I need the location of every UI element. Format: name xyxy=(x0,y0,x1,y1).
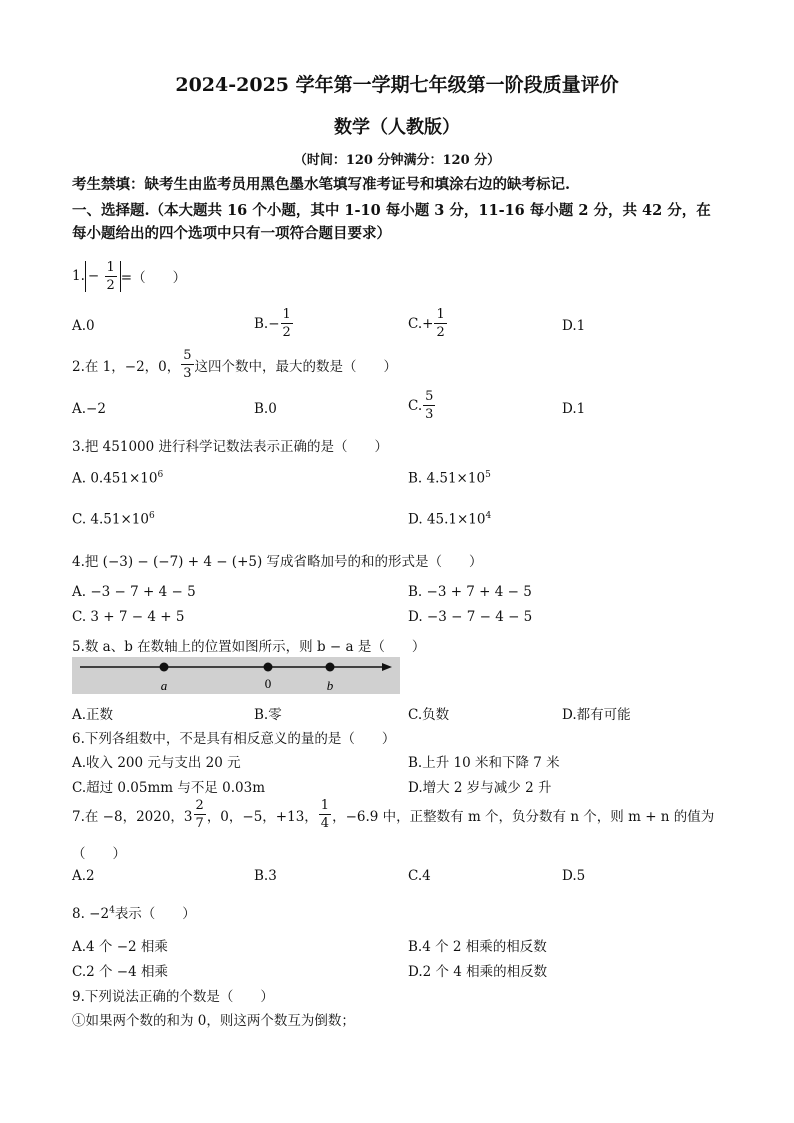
q7-option-b[interactable]: B.3 xyxy=(254,868,277,884)
section1-heading-cont: 每小题给出的四个选项中只有一项符合题目要求） xyxy=(72,225,391,242)
q4-option-d[interactable]: D. −3 − 7 − 4 − 5 xyxy=(408,609,533,625)
number-line-figure xyxy=(72,657,400,694)
stem-text: ，0，−5，+13， xyxy=(206,808,318,825)
q4-option-c[interactable]: C. 3 + 7 − 4 + 5 xyxy=(72,609,185,625)
denominator: 2 xyxy=(282,325,291,340)
denominator: 2 xyxy=(436,325,445,340)
q2-option-a[interactable]: A.−2 xyxy=(72,401,106,417)
minus-sign: − xyxy=(87,267,100,284)
q1-option-a[interactable]: A.0 xyxy=(72,318,95,334)
point-origin xyxy=(264,663,273,672)
q1-option-c[interactable] xyxy=(408,308,448,339)
q6-option-c[interactable]: C.超过 0.05mm 与不足 0.03m xyxy=(72,780,266,796)
stem-text: 8. −2 xyxy=(72,906,110,922)
q7-option-c[interactable]: C.4 xyxy=(408,868,431,884)
denominator: 3 xyxy=(183,366,192,381)
q5-option-c[interactable]: C.负数 xyxy=(408,707,450,723)
question-9-stem: 9.下列说法正确的个数是（ ） xyxy=(72,989,274,1005)
numerator: 1 xyxy=(106,259,115,275)
question-6-stem: 6.下列各组数中，不是具有相反意义的量的是（ ） xyxy=(72,731,396,747)
stem-text: 表示（ ） xyxy=(114,906,196,922)
numerator: 5 xyxy=(183,348,192,363)
stem-text: 7.在 −8，2020，3 xyxy=(72,808,193,825)
q5-option-d[interactable]: D.都有可能 xyxy=(562,707,631,723)
denominator: 4 xyxy=(320,816,330,831)
q3-option-c[interactable] xyxy=(72,511,155,528)
number-line xyxy=(72,657,400,694)
stem-text: 这四个数中，最大的数是（ ） xyxy=(194,358,398,375)
point-a xyxy=(160,663,169,672)
question-8-stem xyxy=(72,902,196,922)
q6-option-b[interactable]: B.上升 10 米和下降 7 米 xyxy=(408,755,560,771)
option-prefix: B.− xyxy=(254,315,280,332)
numerator: 1 xyxy=(320,798,330,813)
fraction xyxy=(434,308,446,339)
exam-subtitle: 数学（人教版） xyxy=(334,117,460,138)
question-3-stem: 3.把 451000 进行科学记数法表示正确的是（ ） xyxy=(72,439,388,455)
absolute-value xyxy=(85,261,121,292)
exam-title: 2024-2025 学年第一学期七年级第一阶段质量评价 xyxy=(175,74,619,96)
q8-option-a[interactable]: A.4 个 −2 相乘 xyxy=(72,939,168,955)
denominator: 2 xyxy=(106,277,115,293)
question-7-paren: （ ） xyxy=(72,846,126,862)
q1-option-d[interactable]: D.1 xyxy=(562,318,586,334)
option-text: C. 4.51×10 xyxy=(72,511,149,528)
option-prefix: C.+ xyxy=(408,315,434,332)
option-text: D. 45.1×10 xyxy=(408,511,486,528)
fraction xyxy=(423,390,435,421)
question-4-stem: 4.把 (−3) − (−7) + 4 − (+5) 写成省略加号的和的形式是（ ） xyxy=(72,554,483,570)
exponent: 6 xyxy=(157,470,164,480)
option-prefix: C. xyxy=(408,397,423,414)
q3-option-a[interactable] xyxy=(72,470,163,487)
fraction xyxy=(181,349,193,380)
arrow-head-icon xyxy=(382,663,392,671)
denominator: 3 xyxy=(425,407,434,422)
q8-option-d[interactable]: D.2 个 4 相乘的相反数 xyxy=(408,964,548,980)
q9-statement-1: ①如果两个数的和为 0，则这两个数互为倒数； xyxy=(72,1013,355,1029)
q2-option-b[interactable]: B.0 xyxy=(254,401,277,417)
exam-meta: （时间：120 分钟满分：120 分） xyxy=(293,153,501,168)
q8-option-b[interactable]: B.4 个 2 相乘的相反数 xyxy=(408,939,547,955)
q3-option-b[interactable] xyxy=(408,470,491,487)
label-origin: 0 xyxy=(264,676,272,691)
q2-option-d[interactable]: D.1 xyxy=(562,401,586,417)
exponent: 5 xyxy=(485,470,491,480)
numerator: 5 xyxy=(425,389,434,404)
exponent: 4 xyxy=(109,905,115,916)
section1-heading: 一、选择题.（本大题共 16 个小题，其中 1-10 每小题 3 分，11-16 每小题 2 分，共 42 分，在 xyxy=(72,202,711,219)
fraction xyxy=(105,261,117,292)
question-7-stem xyxy=(72,799,714,830)
q4-option-a[interactable]: A. −3 − 7 + 4 − 5 xyxy=(72,584,196,600)
question-number: 1. xyxy=(72,268,85,284)
q7-option-a[interactable]: A.2 xyxy=(72,868,95,884)
q5-option-b[interactable]: B.零 xyxy=(254,707,282,723)
option-text: A. 0.451×10 xyxy=(72,470,158,487)
label-a: a xyxy=(160,678,168,693)
question-2-stem xyxy=(72,349,397,380)
question-1-stem xyxy=(72,256,186,296)
numerator: 1 xyxy=(436,307,445,322)
point-b xyxy=(326,663,335,672)
q2-option-c[interactable] xyxy=(408,390,436,421)
notice-text: 考生禁填：缺考生由监考员用黑色墨水笔填写准考证号和填涂右边的缺考标记. xyxy=(72,176,571,193)
q4-option-b[interactable]: B. −3 + 7 + 4 − 5 xyxy=(408,584,532,600)
q6-option-d[interactable]: D.增大 2 岁与减少 2 升 xyxy=(408,780,552,796)
stem-text: 2.在 1，−2，0， xyxy=(72,358,181,375)
q6-option-a[interactable]: A.收入 200 元与支出 20 元 xyxy=(72,755,241,771)
fraction xyxy=(319,799,331,830)
fraction xyxy=(194,799,206,830)
question-5-stem: 5.数 a、b 在数轴上的位置如图所示，则 b − a 是（ ） xyxy=(72,639,426,655)
option-text: B. 4.51×10 xyxy=(408,470,486,487)
q7-option-d[interactable]: D.5 xyxy=(562,868,586,884)
exponent: 4 xyxy=(485,511,492,521)
numerator: 1 xyxy=(282,307,291,322)
label-b: b xyxy=(326,678,334,693)
q1-option-b[interactable] xyxy=(254,308,294,339)
denominator: 7 xyxy=(195,816,204,831)
q8-option-c[interactable]: C.2 个 −4 相乘 xyxy=(72,964,169,980)
fraction xyxy=(281,308,293,339)
stem-text: ，−6.9 中，正整数有 m 个，负分数有 n 个，则 m + n 的值为 xyxy=(332,808,715,825)
q3-option-d[interactable] xyxy=(408,511,491,528)
q5-option-a[interactable]: A.正数 xyxy=(72,707,114,723)
exponent: 6 xyxy=(148,511,155,521)
numerator: 2 xyxy=(195,798,204,813)
answer-paren: =（ ） xyxy=(120,270,187,286)
